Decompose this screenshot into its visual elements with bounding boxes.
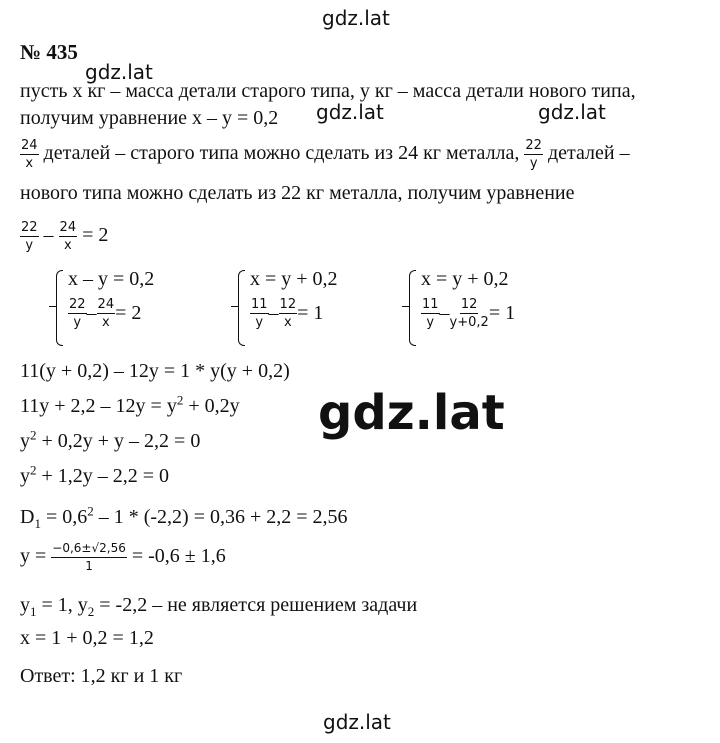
system-3: x = y + 0,2 $\frac{11}{y}$ – $\frac{12}{y+0,2}$ = 1 — [421, 268, 516, 330]
fraction: $\frac{22}{y}$ — [525, 138, 542, 171]
system-brace-tip — [231, 306, 239, 307]
fraction: $\frac{24}{x}$ — [21, 138, 38, 171]
solution-line: $y^2 + 1,2y - 2,2 = 0$ — [20, 462, 170, 487]
system-brace — [56, 270, 63, 346]
solution-line: $11y + 2,2 - 12y = y^2 + 0,2y$ — [20, 392, 240, 417]
solution-line: x = 1 + 0,2 = 1,2 — [20, 627, 154, 649]
text-line: пусть х кг – масса детали старого типа, у кг – масса детали нового типа, — [20, 80, 636, 102]
problem-number: № 435 — [20, 40, 78, 64]
solution-line: $D_1 = 0,6^2 - 1 * (-2,2) = 0,36 + 2,2 = 2,56$ — [20, 503, 348, 531]
system-brace — [409, 270, 416, 346]
watermark-bottom: gdz.lat — [323, 710, 391, 734]
solution-line: y = $\frac{-0,6\pm√2,56}{1}$ = -0,6 ± 1,6 — [20, 541, 226, 573]
text-line: $\frac{24}{x}$ деталей – старого типа можно сделать из 24 кг металла, $\frac{22}{y}$ деталей – — [21, 138, 630, 171]
solution-line: $y^2 + 0,2y + y - 2,2 = 0$ — [20, 427, 201, 452]
watermark-big: gdz.lat — [318, 385, 505, 441]
text-line: нового типа можно сделать из 22 кг металла, получим уравнение — [20, 182, 575, 204]
answer-line: Ответ: 1,2 кг и 1 кг — [20, 665, 183, 687]
system-brace-tip — [402, 306, 410, 307]
solution-line: $y_1 = 1$, $y_2 = -2,2$ – не является решением задачи — [20, 594, 418, 619]
watermark-line1: gdz.lat — [85, 60, 153, 84]
system-1: x – y = 0,2 $\frac{22}{y}$ – $\frac{24}{x}$ = 2 — [68, 268, 155, 330]
watermark-top: gdz.lat — [322, 6, 390, 30]
watermark-line2b: gdz.lat — [538, 100, 606, 124]
text-line: получим уравнение х – у = 0,2 — [20, 107, 279, 129]
system-2: x = y + 0,2 $\frac{11}{y}$ – $\frac{12}{x}$ = 1 — [250, 268, 338, 330]
equation: $\frac{22}{y}$ – $\frac{24}{x}$ = 2 — [21, 220, 109, 253]
solution-line: 11(y + 0,2) – 12y = 1 * y(y + 0,2) — [20, 360, 290, 382]
system-brace-tip — [49, 306, 57, 307]
watermark-line2a: gdz.lat — [316, 100, 384, 124]
system-brace — [238, 270, 245, 346]
